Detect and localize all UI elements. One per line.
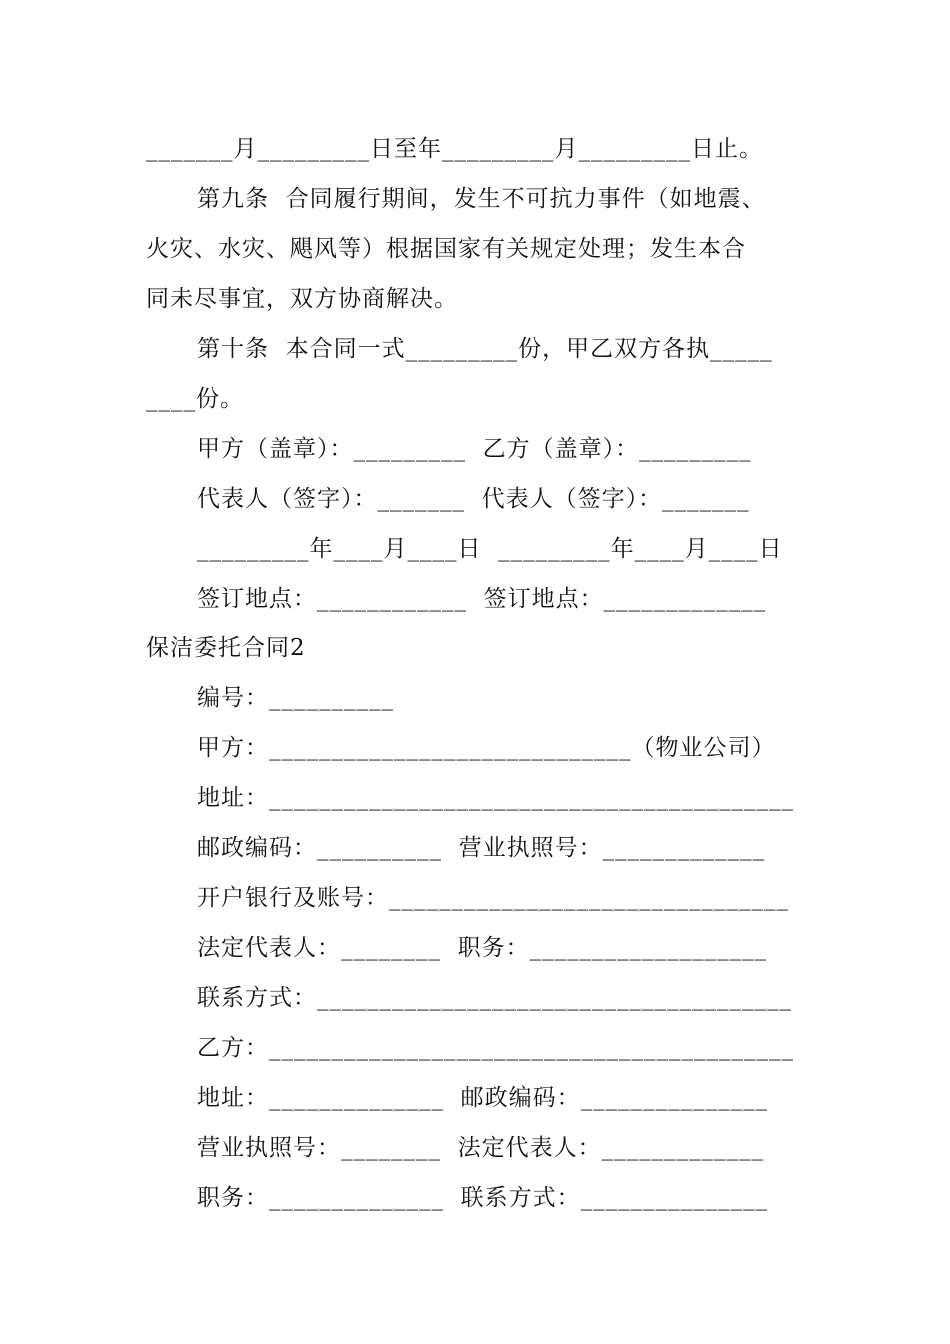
party-a-field: 甲方：_____________________________（物业公司） <box>197 735 776 761</box>
text-line: 第九条 合同履行期间，发生不可抗力事件（如地震、 <box>197 186 766 212</box>
party-a-postcode-license-field: 邮政编码：__________ 营业执照号：_____________ <box>197 835 766 861</box>
signature-party-line: 甲方（盖章）：_________ 乙方（盖章）：_________ <box>197 436 752 462</box>
text-line: 火灾、水灾、飓风等）根据国家有关规定处理；发生本合 <box>146 236 746 262</box>
party-a-address-field: 地址：__________________________________________ <box>197 785 794 811</box>
text-line: 同未尽事宜，双方协商解决。 <box>146 286 458 312</box>
signature-representative-line: 代表人（签字）：_______ 代表人（签字）：_______ <box>197 486 750 512</box>
party-b-field: 乙方：__________________________________________ <box>197 1035 794 1061</box>
text-line: 第十条 本合同一式_________份，甲乙双方各执_____ <box>197 336 773 362</box>
party-b-license-legal-rep-field: 营业执照号：________ 法定代表人：_____________ <box>197 1135 765 1161</box>
party-b-title-contact-field: 职务：______________ 联系方式：_______________ <box>197 1185 769 1211</box>
section-title: 保洁委托合同2 <box>146 635 306 661</box>
signature-date-line: _________年____月____日 _________年____月____日 <box>197 536 783 562</box>
party-a-contact-field: 联系方式：______________________________________ <box>197 985 792 1011</box>
party-b-address-postcode-field: 地址：______________ 邮政编码：_______________ <box>197 1085 769 1111</box>
party-a-bank-field: 开户银行及账号：________________________________ <box>197 885 789 911</box>
text-line: ____份。 <box>146 386 244 412</box>
contract-number-field: 编号：__________ <box>197 685 394 711</box>
text-line: _______月_________日至年_________月_________日止。 <box>146 136 763 162</box>
party-a-legal-rep-field: 法定代表人：________ 职务：___________________ <box>197 935 768 961</box>
signing-place-line: 签订地点：____________ 签订地点：_____________ <box>197 586 767 612</box>
